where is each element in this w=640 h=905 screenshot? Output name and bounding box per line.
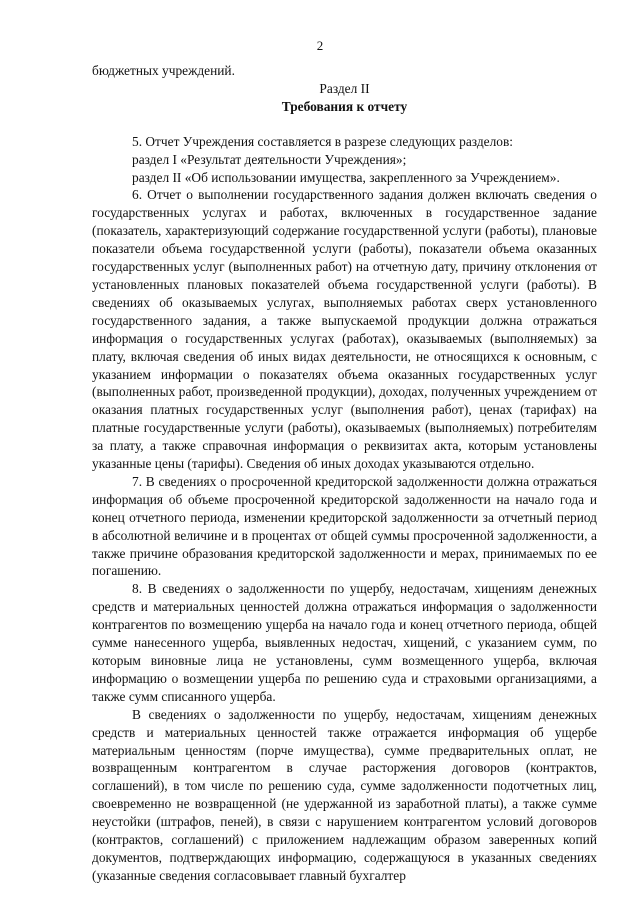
page-number: 2 (316, 38, 324, 53)
paragraph-7: 7. В сведениях о просроченной кредиторской задолженности должна отражаться информация об объеме просроченной кредиторской задолженности на начало года и конец отчетного периода, изменении кредиторской задолженности за отчетный период в абсолютной величине и в процентах от общей суммы просроченной задолженности, а также причине образования кредиторской задолженности и мерах, принимаемых по ее погашению. (92, 473, 597, 579)
paragraph-5-intro: 5. Отчет Учреждения составляется в разрезе следующих разделов: (132, 133, 514, 149)
document-body (92, 62, 597, 885)
continuation-line: бюджетных учреждений. (92, 63, 235, 78)
section-title: Раздел II (319, 80, 370, 96)
paragraph-5-item-2: раздел II «Об использовании имущества, закрепленного за Учреждением». (132, 169, 560, 185)
paragraph-8: 8. В сведениях о задолженности по ущербу, недостачам, хищениям денежных средств и материальных ценностей должна отражаться информация о задолженности контрагентов по возмещению ущерба на начало года и конец отчетного периода, общей сумме нанесенного ущерба, выявленных недостач, хищений, с указанием сумм, по которым виновные лица не установлены, сумм возмещенного ущерба, включая информацию о возмещении ущерба по решению суда и страховыми организациями, а также сумм списанного ущерба. (92, 581, 597, 704)
paragraph-5-item-1: раздел I «Результат деятельности Учреждения»; (132, 151, 407, 167)
section-heading: Требования к отчету (281, 98, 408, 114)
paragraph-9: В сведениях о задолженности по ущербу, недостачам, хищениям денежных средств и материальных ценностей также отражается информация об ущербе материальным ценностям (порче имущества), сумме предварительных оплат, не возвращенным контрагентом в случае расторжения договоров (контрактов, соглашений), в том числе по решению суда, сумме задолженности подотчетных лиц, своевременно не возвращенной (не удержанной из заработной платы), а также сумме неустойки (штрафов, пеней), в связи с нарушением контрагентом условий договоров (контрактов, соглашений) с приложением надлежащим образом заверенных копий документов, подтверждающих информацию, содержащуюся в указанных сведениях (указанные сведения согласовывает главный бухгалтер (92, 706, 597, 883)
paragraph-6: 6. Отчет о выполнении государственного задания должен включать сведения о государственных услугах и работах, включенных в государственное задание (показатель, характеризующий содержание государственной услуги (работы), плановые показатели объема государственной услуги (работы), показатели объема оказанных государственных услуг (выполненных работ) на отчетную дату, причину отклонения от установленных плановых показателей объема государственной услуги (работы). В сведениях об оказываемых услугах, выполняемых работах сверх установленного государственного задания, а также выпускаемой продукции должна отражаться информация о государственных услугах (работах), оказываемых (выполняемых) за плату, включая сведения об иных видах деятельности, не относящихся к основным, с указанием информации о показателях объема оказанных государственных услуг (выполненных работ, произведенной продукции), доходах, полученных учреждением от оказания платных государственных услуг (выполнения работ), ценах (тарифах) на платные государственные услуги (работы), оказываемых (выполняемых) потребителям за плату, а также справочная информация о реквизитах акта, которым установлены указанные цены (тарифы). Сведения об иных доходах указываются отдельно. (92, 187, 597, 472)
